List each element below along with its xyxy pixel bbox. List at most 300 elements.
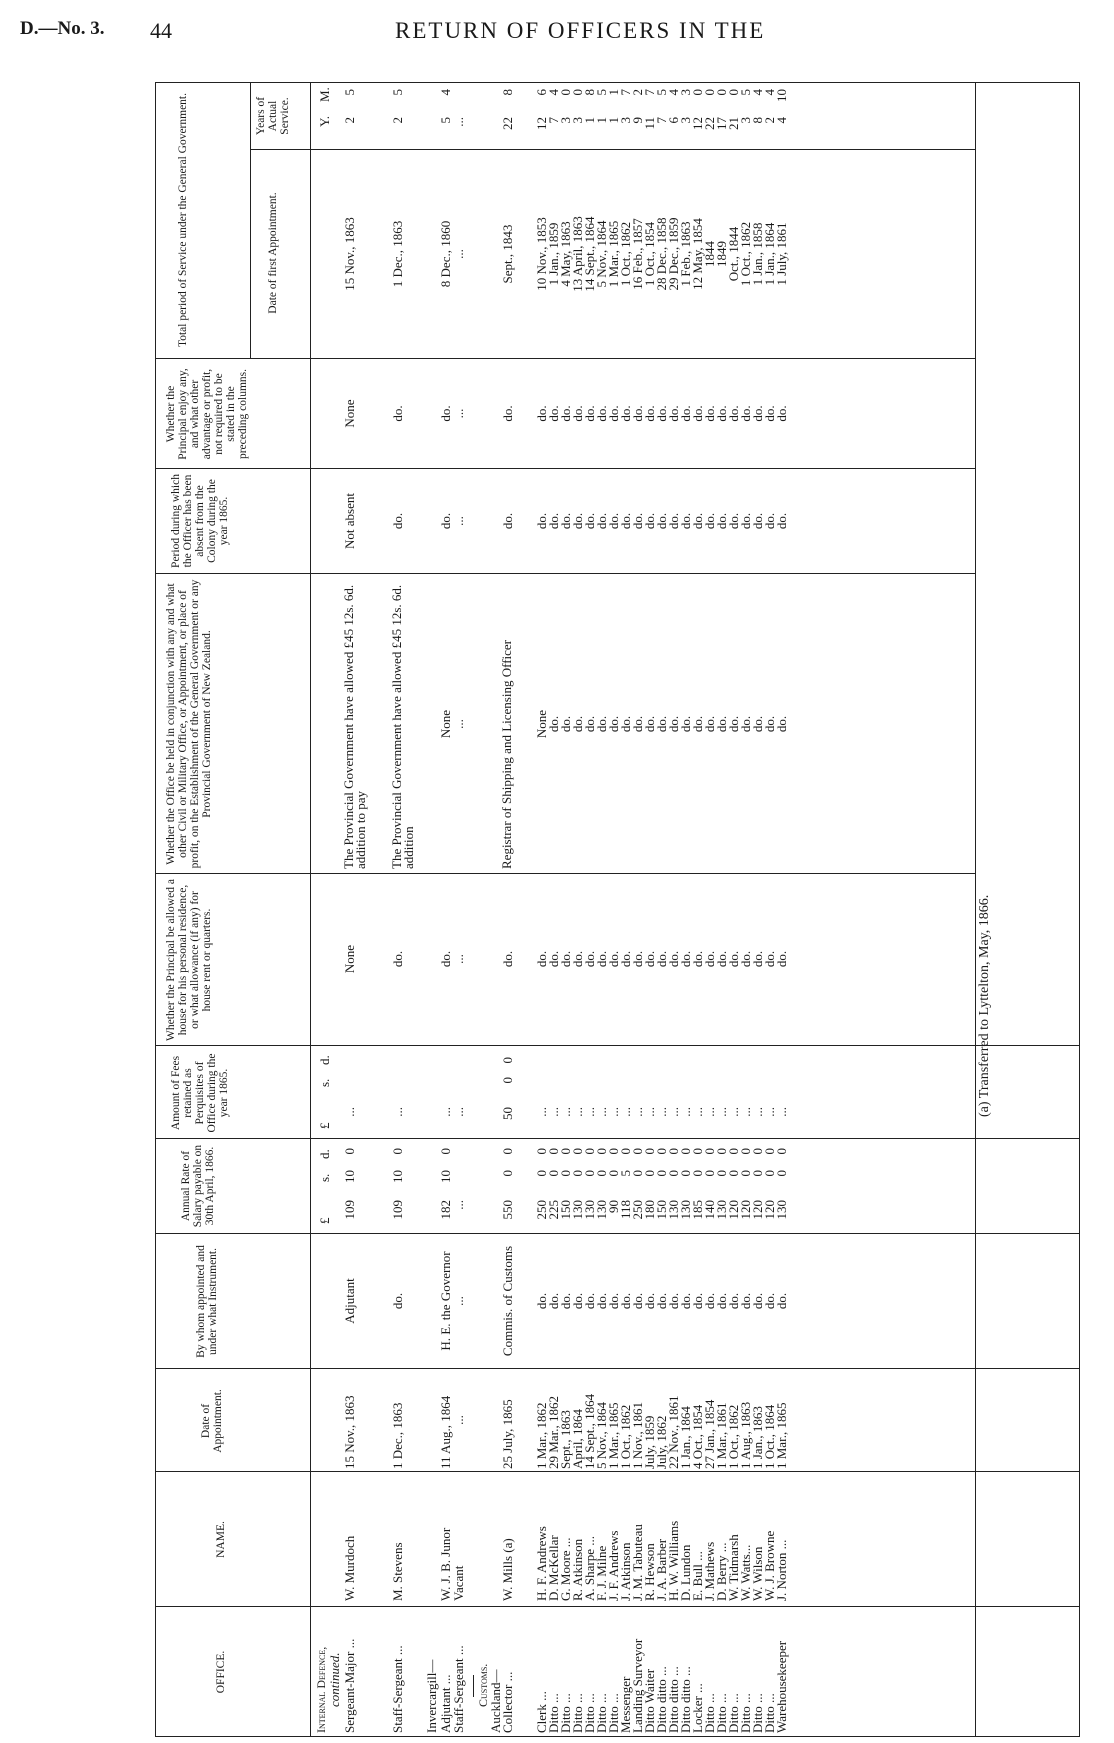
- name-cell: W. J. Browne: [762, 1530, 777, 1601]
- salary-pounds: 185: [690, 1200, 705, 1220]
- service-years: 4: [774, 117, 789, 124]
- service-years: 6: [666, 117, 681, 124]
- conjunction-cell: do.: [630, 715, 645, 733]
- date-cell: ...: [451, 1415, 466, 1425]
- service-months: 5: [594, 89, 609, 96]
- advantage-cell: do.: [714, 405, 729, 422]
- conjunction-cell: do.: [570, 715, 585, 733]
- house-cell: do.: [702, 950, 717, 968]
- appointed-by-cell: do.: [714, 1292, 729, 1310]
- absence-cell: do.: [570, 512, 585, 530]
- header-years-service: Years of Actual Service.: [255, 96, 291, 136]
- salary-shillings: 0: [654, 1170, 669, 1177]
- footnote: (a) Transferred to Lyttelton, May, 1866.: [977, 894, 992, 1117]
- office-cell: Ditto ...: [738, 1693, 753, 1733]
- house-cell: do.: [500, 950, 515, 968]
- conjunction-cell: The Provincial Government have allowed £45 12s. 6d. addition: [389, 584, 416, 869]
- fees-pounds: ...: [630, 1107, 645, 1117]
- salary-pence: 0: [690, 1148, 705, 1155]
- advantage-cell: do.: [582, 405, 597, 422]
- house-cell: do.: [642, 950, 657, 968]
- appointed-by-cell: do.: [570, 1292, 585, 1310]
- conjunction-cell: do.: [714, 715, 729, 733]
- appointed-by-cell: do.: [534, 1292, 549, 1310]
- salary-shillings: 5: [618, 1170, 633, 1177]
- date-cell: 11 Aug., 1864: [438, 1395, 453, 1469]
- house-cell: do.: [582, 950, 597, 968]
- service-years: 11: [642, 117, 657, 130]
- table-border-top: [155, 82, 156, 1737]
- fees-pounds: ...: [738, 1107, 753, 1117]
- name-cell: A. Sharpe ...: [582, 1536, 597, 1601]
- absence-cell: do.: [642, 512, 657, 530]
- service-years: 3: [738, 117, 753, 124]
- date-cell: 22 Nov., 1861: [666, 1395, 681, 1469]
- appointed-by-cell: ...: [451, 1296, 466, 1306]
- appointed-by-cell: do.: [726, 1292, 741, 1310]
- appointed-by-cell: do.: [618, 1292, 633, 1310]
- salary-shillings: 0: [546, 1170, 561, 1177]
- service-years: 7: [654, 117, 669, 124]
- service-months: 8: [500, 89, 515, 96]
- advantage-cell: do.: [774, 405, 789, 422]
- service-months: 4: [438, 89, 453, 96]
- salary-pounds: 225: [546, 1200, 561, 1220]
- absence-cell: do.: [534, 512, 549, 530]
- salary-pence: 0: [582, 1148, 597, 1155]
- service-years: 3: [618, 117, 633, 124]
- name-cell: W. Tidmarsh: [726, 1534, 741, 1601]
- conjunction-cell: do.: [594, 715, 609, 733]
- salary-pounds: 130: [594, 1200, 609, 1220]
- name-cell: G. Moore ...: [558, 1537, 573, 1601]
- fees-pounds: ...: [762, 1107, 777, 1117]
- office-cell: Warehousekeeper: [774, 1640, 789, 1733]
- rotated-table-page: [155, 82, 1080, 1737]
- fees-pounds: ...: [750, 1107, 765, 1117]
- salary-pounds: 182: [438, 1200, 453, 1220]
- salary-pounds: 109: [390, 1200, 405, 1220]
- service-months: 3: [678, 89, 693, 96]
- salary-pence: 0: [606, 1148, 621, 1155]
- salary-pence: 0: [534, 1148, 549, 1155]
- conjunction-cell: None: [534, 709, 549, 739]
- service-months: 6: [534, 89, 549, 96]
- appointed-by-cell: do.: [654, 1292, 669, 1310]
- service-months: 7: [642, 89, 657, 96]
- service-months: 5: [738, 89, 753, 96]
- date-cell: 29 Mar., 1862: [546, 1396, 561, 1469]
- name-cell: E. Bull ...: [690, 1551, 705, 1601]
- advantage-cell: do.: [438, 405, 453, 422]
- service-years: 12: [690, 117, 705, 130]
- salary-pence: 0: [702, 1148, 717, 1155]
- date-cell: 1 Oct., 1862: [726, 1404, 741, 1469]
- absence-cell: do.: [390, 512, 405, 530]
- absence-cell: do.: [726, 512, 741, 530]
- salary-pence: 0: [774, 1148, 789, 1155]
- office-cell: Ditto ...: [570, 1693, 585, 1733]
- appointed-by-cell: do.: [642, 1292, 657, 1310]
- fees-pence: 0: [500, 1057, 515, 1064]
- salary-pounds: 150: [558, 1200, 573, 1220]
- service-months: 7: [618, 89, 633, 96]
- absence-cell: do.: [738, 512, 753, 530]
- service-years: 12: [534, 117, 549, 130]
- house-cell: do.: [618, 950, 633, 968]
- salary-shillings: 0: [558, 1170, 573, 1177]
- header-conjunction: Whether the Office be held in conjunction with any and what other Civil or Military Office, or Appointment, or place of profit, on the Establishment of the General Government or any Provincial Government of New Zealand.: [165, 579, 213, 869]
- salary-pence: 0: [630, 1148, 645, 1155]
- salary-pence: 0: [654, 1148, 669, 1155]
- salary-pounds: 250: [534, 1200, 549, 1220]
- office-cell: Ditto ditto ...: [654, 1666, 669, 1733]
- col-rule: [155, 1045, 1080, 1046]
- name-cell: M. Stevens: [390, 1542, 405, 1601]
- name-cell: J. F. Andrews: [606, 1530, 621, 1601]
- conjunction-cell: Registrar of Shipping and Licensing Officer: [499, 639, 514, 869]
- salary-pounds: 180: [642, 1200, 657, 1220]
- advantage-cell: do.: [594, 405, 609, 422]
- salary-shillings: 0: [726, 1170, 741, 1177]
- col-rule: [155, 1471, 1080, 1472]
- absence-cell: do.: [774, 512, 789, 530]
- advantage-cell: do.: [500, 405, 515, 422]
- service-months: 4: [546, 89, 561, 96]
- date-cell: Sept., 1863: [558, 1410, 573, 1469]
- name-cell: J. A. Barber: [654, 1538, 669, 1601]
- house-cell: do.: [750, 950, 765, 968]
- service-months: 5: [342, 89, 357, 96]
- office-cell: Ditto ...: [582, 1693, 597, 1733]
- house-cell: do.: [390, 950, 405, 968]
- total-service-subrule: [250, 82, 251, 359]
- date-cell: 1 Oct., 1864: [762, 1404, 777, 1469]
- house-cell: do.: [558, 950, 573, 968]
- office-cell: Landing Surveyor: [630, 1638, 645, 1733]
- date-cell: 1 Mar., 1865: [774, 1402, 789, 1469]
- salary-shillings: 0: [738, 1170, 753, 1177]
- name-cell: W. Wilson: [750, 1546, 765, 1601]
- first-appointment-cell: 12 May, 1854: [690, 218, 705, 290]
- table-border-left: [155, 1736, 1080, 1737]
- absence-cell: do.: [606, 512, 621, 530]
- first-appointment-cell: ...: [451, 249, 466, 259]
- service-months: 10: [774, 89, 789, 102]
- salary-pence: 0: [546, 1148, 561, 1155]
- first-appointment-cell: 1 Oct., 1862: [618, 221, 633, 287]
- salary-pence: 0: [642, 1148, 657, 1155]
- absence-cell: do.: [618, 512, 633, 530]
- fees-pounds: ...: [558, 1107, 573, 1117]
- fees-pounds: ...: [678, 1107, 693, 1117]
- advantage-cell: do.: [630, 405, 645, 422]
- service-months: 5: [390, 89, 405, 96]
- col-rule: [155, 1368, 1080, 1369]
- date-cell: 14 Sept., 1864: [582, 1393, 597, 1469]
- first-appointment-cell: 1 Feb., 1863: [678, 221, 693, 287]
- advantage-cell: do.: [738, 405, 753, 422]
- first-appointment-cell: 14 Sept., 1864: [582, 216, 597, 292]
- salary-pounds: 120: [750, 1200, 765, 1220]
- page-title: RETURN OF OFFICERS IN THE: [395, 18, 766, 43]
- first-appointment-cell: 28 Dec., 1858: [654, 217, 669, 291]
- lower-section-rule: [975, 82, 976, 1737]
- date-cell: 1 Nov., 1861: [630, 1401, 645, 1469]
- office-cell: Ditto ...: [762, 1693, 777, 1733]
- salary-pounds: 130: [678, 1200, 693, 1220]
- salary-shillings: 0: [762, 1170, 777, 1177]
- salary-shillings: 0: [500, 1170, 515, 1177]
- fees-pounds: ...: [654, 1107, 669, 1117]
- advantage-cell: do.: [390, 405, 405, 422]
- col-rule: [155, 1233, 1080, 1234]
- house-cell: ...: [451, 954, 466, 964]
- section-invercargill: Invercargill—: [424, 1659, 439, 1733]
- conjunction-cell: do.: [654, 715, 669, 733]
- months-label: M.: [317, 87, 332, 102]
- salary-pence: 0: [558, 1148, 573, 1155]
- date-cell: 4 Oct., 1854: [690, 1404, 705, 1469]
- office-cell: Locker ...: [690, 1683, 705, 1733]
- salary-pounds: 109: [342, 1200, 357, 1220]
- office-cell: Ditto ...: [594, 1693, 609, 1733]
- appointed-by-cell: Adjutant: [342, 1278, 357, 1324]
- conjunction-cell: do.: [702, 715, 717, 733]
- service-months: 4: [666, 89, 681, 96]
- conjunction-cell: do.: [546, 715, 561, 733]
- first-appointment-cell: 4 May, 1863: [558, 221, 573, 287]
- advantage-cell: do.: [690, 405, 705, 422]
- salary-shillings: 0: [666, 1170, 681, 1177]
- service-years: 9: [630, 117, 645, 124]
- date-cell: 1 Mar., 1861: [714, 1402, 729, 1469]
- salary-pence-label: d.: [317, 1149, 332, 1159]
- first-appointment-cell: 1844: [702, 241, 717, 267]
- salary-shillings: 0: [714, 1170, 729, 1177]
- date-cell: April, 1864: [570, 1409, 585, 1469]
- appointed-by-cell: do.: [750, 1292, 765, 1310]
- absence-cell: do.: [500, 512, 515, 530]
- absence-cell: do.: [438, 512, 453, 530]
- fees-pounds: ...: [570, 1107, 585, 1117]
- advantage-cell: do.: [702, 405, 717, 422]
- house-cell: do.: [594, 950, 609, 968]
- date-cell: 1 Mar., 1865: [606, 1402, 621, 1469]
- house-cell: do.: [774, 950, 789, 968]
- service-months: 0: [702, 89, 717, 96]
- first-appointment-cell: 1 Oct., 1862: [738, 221, 753, 287]
- absence-cell: do.: [630, 512, 645, 530]
- house-cell: do.: [690, 950, 705, 968]
- house-cell: do.: [714, 950, 729, 968]
- salary-pounds: 140: [702, 1200, 717, 1220]
- office-cell: Collector ...: [500, 1671, 515, 1733]
- document-reference: D.—No. 3.: [20, 18, 105, 39]
- col-rule: [155, 468, 975, 469]
- fees-pounds: ...: [438, 1107, 453, 1117]
- table-border-bottom: [1079, 82, 1080, 1737]
- name-cell: J. Norton ...: [774, 1539, 789, 1601]
- date-cell: July, 1859: [642, 1415, 657, 1469]
- col-rule: [155, 573, 975, 574]
- salary-pounds: 120: [726, 1200, 741, 1220]
- absence-cell: ...: [451, 516, 466, 526]
- absence-cell: do.: [678, 512, 693, 530]
- salary-shillings: 0: [630, 1170, 645, 1177]
- fees-pounds: ...: [342, 1107, 357, 1117]
- conjunction-cell: do.: [738, 715, 753, 733]
- salary-pounds: 150: [654, 1200, 669, 1220]
- name-cell: D. Berry ...: [714, 1542, 729, 1601]
- date-cell: 1 Jan., 1864: [678, 1406, 693, 1469]
- appointed-by-cell: H. E. the Governor: [438, 1251, 453, 1351]
- header-by-whom: By whom appointed and under what Instrument.: [195, 1245, 219, 1358]
- service-years: 17: [714, 117, 729, 130]
- first-appointment-cell: 1 Jan., 1858: [750, 222, 765, 286]
- fees-pounds: ...: [390, 1107, 405, 1117]
- first-appointment-cell: 1 July, 1861: [774, 222, 789, 286]
- first-appointment-cell: 1849: [714, 241, 729, 267]
- salary-shillings: 0: [774, 1170, 789, 1177]
- office-cell: Adjutant ...: [438, 1674, 453, 1733]
- page-number: 44: [150, 18, 172, 43]
- advantage-cell: ...: [451, 408, 466, 419]
- first-appointment-cell: 5 Nov., 1864: [594, 220, 609, 288]
- service-years: 2: [390, 117, 405, 124]
- section-customs: Customs.: [476, 1663, 490, 1707]
- salary-shillings-label: s.: [317, 1173, 332, 1182]
- salary-pounds: 130: [666, 1200, 681, 1220]
- salary-pence: 0: [666, 1148, 681, 1155]
- header-first-appointment: Date of first Appointment.: [267, 192, 279, 314]
- name-cell: W. Watts...: [738, 1544, 753, 1601]
- section-auckland: Auckland—: [488, 1669, 503, 1733]
- header-salary: Annual Rate of Salary payable on 30th April, 1866.: [180, 1144, 216, 1228]
- office-cell: Ditto ditto ...: [678, 1666, 693, 1733]
- first-appointment-cell: 1 Mar., 1865: [606, 220, 621, 288]
- advantage-cell: do.: [666, 405, 681, 422]
- salary-pence: 0: [594, 1148, 609, 1155]
- first-appointment-cell: 13 April, 1863: [570, 216, 585, 292]
- name-cell: J. Mathews: [702, 1541, 717, 1601]
- salary-pounds-label: £: [317, 1217, 332, 1224]
- conjunction-cell: do.: [726, 715, 741, 733]
- office-cell: Ditto ...: [750, 1693, 765, 1733]
- salary-pence: 0: [678, 1148, 693, 1155]
- salary-pounds: 120: [738, 1200, 753, 1220]
- name-cell: F. J. Milne: [594, 1545, 609, 1601]
- salary-shillings: 10: [342, 1170, 357, 1183]
- absence-cell: do.: [762, 512, 777, 530]
- salary-shillings: 10: [438, 1170, 453, 1183]
- salary-pence: 0: [390, 1148, 405, 1155]
- house-cell: do.: [762, 950, 777, 968]
- salary-shillings: 10: [390, 1170, 405, 1183]
- header-total-service: Total period of Service under the General Government.: [177, 92, 189, 348]
- fees-pounds: ...: [666, 1107, 681, 1117]
- service-months: 1: [606, 89, 621, 96]
- salary-pence: 0: [726, 1148, 741, 1155]
- conjunction-cell: do.: [618, 715, 633, 733]
- house-cell: do.: [570, 950, 585, 968]
- office-cell: Ditto ...: [546, 1693, 561, 1733]
- service-years: 3: [570, 117, 585, 124]
- salary-pence: 0: [714, 1148, 729, 1155]
- absence-cell: do.: [666, 512, 681, 530]
- service-months: 8: [582, 89, 597, 96]
- date-cell: July, 1862: [654, 1415, 669, 1469]
- salary-shillings: 0: [534, 1170, 549, 1177]
- house-cell: do.: [726, 950, 741, 968]
- absence-cell: do.: [690, 512, 705, 530]
- office-cell: Ditto ...: [702, 1693, 717, 1733]
- service-months: 0: [558, 89, 573, 96]
- office-cell: Staff-Sergeant ...: [451, 1645, 466, 1733]
- first-appointment-cell: Sept., 1843: [500, 224, 515, 284]
- absence-cell: do.: [558, 512, 573, 530]
- advantage-cell: do.: [726, 405, 741, 422]
- service-years: 3: [558, 117, 573, 124]
- office-cell: Clerk ...: [534, 1691, 549, 1733]
- col-rule: [155, 873, 975, 874]
- fees-pounds: ...: [702, 1107, 717, 1117]
- date-cell: 5 Nov., 1864: [594, 1401, 609, 1469]
- fees-pounds: ...: [534, 1107, 549, 1117]
- service-years: 8: [750, 117, 765, 124]
- appointed-by-cell: do.: [594, 1292, 609, 1310]
- first-appointment-cell: 8 Dec., 1860: [438, 220, 453, 288]
- salary-pence: 0: [342, 1148, 357, 1155]
- fees-pence-label: d.: [317, 1055, 332, 1065]
- appointed-by-cell: do.: [558, 1292, 573, 1310]
- absence-cell: do.: [750, 512, 765, 530]
- fees-pounds: ...: [451, 1107, 466, 1117]
- office-cell: Staff-Sergeant ...: [390, 1645, 405, 1733]
- date-cell: 1 Aug., 1863: [738, 1401, 753, 1469]
- advantage-cell: do.: [546, 405, 561, 422]
- service-years: 1: [606, 117, 621, 124]
- fees-shillings: 0: [500, 1077, 515, 1084]
- fees-pounds: ...: [594, 1107, 609, 1117]
- service-years: 2: [342, 117, 357, 124]
- advantage-cell: do.: [558, 405, 573, 422]
- house-cell: do.: [438, 950, 453, 968]
- header-absence: Period during which the Officer has been absent from the Colony during the year 1865.: [170, 474, 230, 568]
- conjunction-cell: do.: [558, 715, 573, 733]
- advantage-cell: do.: [750, 405, 765, 422]
- appointed-by-cell: do.: [762, 1292, 777, 1310]
- section-internal-defence: Internal Defence,: [314, 1646, 328, 1733]
- appointed-by-cell: do.: [702, 1292, 717, 1310]
- fees-pounds-label: £: [317, 1122, 332, 1129]
- fees-pounds: ...: [606, 1107, 621, 1117]
- conjunction-cell: do.: [582, 715, 597, 733]
- salary-shillings: 0: [582, 1170, 597, 1177]
- section-continued: continued.: [327, 1652, 342, 1707]
- fees-pounds: ...: [726, 1107, 741, 1117]
- appointed-by-cell: do.: [690, 1292, 705, 1310]
- absence-cell: Not absent: [342, 493, 357, 549]
- name-cell: D. McKellar: [546, 1535, 561, 1601]
- conjunction-cell: do.: [666, 715, 681, 733]
- conjunction-cell: The Provincial Government have allowed £45 12s. 6d. addition to pay: [341, 584, 368, 869]
- house-cell: do.: [738, 950, 753, 968]
- col-rule: [250, 149, 975, 150]
- service-years: 1: [582, 117, 597, 124]
- salary-shillings: 0: [750, 1170, 765, 1177]
- service-months: 2: [630, 89, 645, 96]
